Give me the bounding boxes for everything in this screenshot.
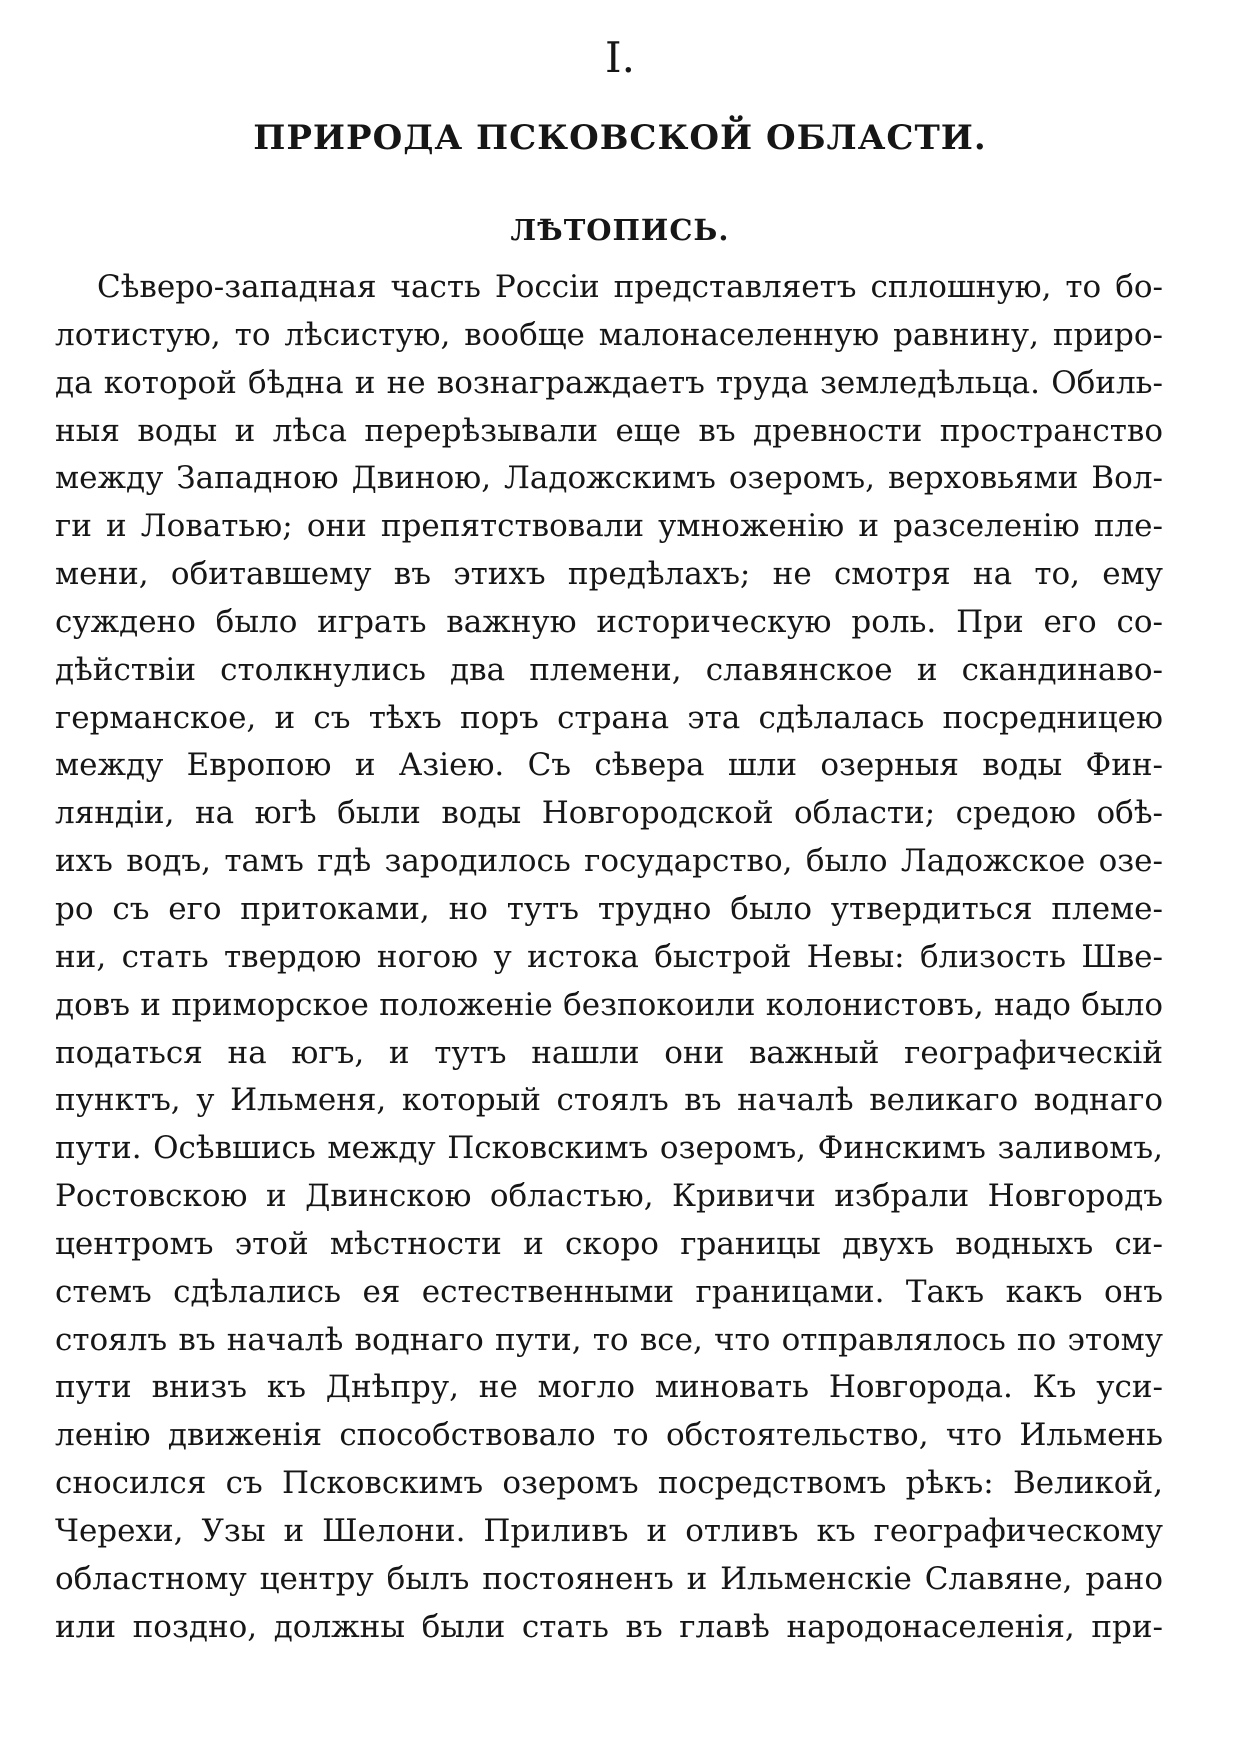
text-line: ныя воды и лѣса перерѣзывали еще въ древности пространство — [55, 412, 1163, 449]
section-title: ЛѢТОПИСЬ. — [510, 213, 730, 247]
text-line: Ростовскою и Двинскою областью, Кривичи избрали Новгородъ — [55, 1178, 1163, 1215]
text-line: ро съ его притоками, но тутъ трудно было утвердиться племе- — [55, 890, 1163, 927]
text-line: центромъ этой мѣстности и скоро границы двухъ водныхъ си- — [55, 1225, 1163, 1262]
text-line: ихъ водъ, тамъ гдѣ зародилось государство, было Ладожское озе- — [55, 843, 1163, 880]
body-text — [55, 264, 1163, 1651]
text-line: пунктъ, у Ильменя, который стоялъ въ началѣ великаго воднаго — [55, 1082, 1163, 1119]
chapter-number: I. — [605, 33, 635, 82]
text-line: суждено было играть важную историческую роль. При его со- — [55, 603, 1163, 640]
text-line: довъ и приморское положеніе безпокоили колонистовъ, надо было — [55, 986, 1163, 1023]
text-line: ляндіи, на югѣ были воды Новгородской области; средою обѣ- — [55, 795, 1163, 832]
text-line: ленію движенія способствовало то обстоятельство, что Ильмень — [55, 1417, 1163, 1454]
text-line: областному центру былъ постояненъ и Ильменскіе Славяне, рано — [55, 1560, 1163, 1597]
text-line: стемъ сдѣлались ея естественными границами. Такъ какъ онъ — [55, 1273, 1163, 1310]
text-line: между Европою и Азіею. Съ сѣвера шли озерныя воды Фин- — [55, 747, 1163, 784]
text-line: дѣйствіи столкнулись два племени, славянское и скандинаво- — [55, 651, 1163, 688]
text-line: или поздно, должны были стать въ главѣ народонаселенія, при- — [55, 1608, 1163, 1645]
text-line: германское, и съ тѣхъ поръ страна эта сдѣлалась посредницею — [55, 699, 1163, 736]
text-line: ни, стать твердою ногою у истока быстрой Невы: близость Шве- — [55, 938, 1163, 975]
text-line: между Западною Двиною, Ладожскимъ озеромъ, верховьями Вол- — [55, 460, 1163, 497]
text-line: сносился съ Псковскимъ озеромъ посредствомъ рѣкъ: Великой, — [55, 1465, 1163, 1502]
text-line: Черехи, Узы и Шелони. Приливъ и отливъ къ географическому — [55, 1512, 1163, 1549]
text-line: ги и Ловатью; они препятствовали умноженію и разселенію пле- — [55, 508, 1163, 545]
text-line: мени, обитавшему въ этихъ предѣлахъ; не смотря на то, ему — [55, 556, 1163, 593]
text-line: Сѣверо-западная часть Россіи представляетъ сплошную, то бо- — [97, 269, 1163, 305]
chapter-title: ПРИРОДА ПСКОВСКОЙ ОБЛАСТИ. — [253, 118, 987, 158]
text-line: пути внизъ къ Днѣпру, не могло миновать Новгорода. Къ уси- — [55, 1369, 1163, 1406]
text-line: стоялъ въ началѣ воднаго пути, то все, что отправлялось по этому — [55, 1321, 1163, 1358]
text-line: лотистую, то лѣсистую, вообще малонаселенную равнину, приро- — [55, 316, 1163, 353]
text-line: пути. Осѣвшись между Псковскимъ озеромъ, Финскимъ заливомъ, — [55, 1130, 1163, 1167]
text-line: да которой бѣдна и не вознаграждаетъ труда земледѣльца. Обиль- — [55, 364, 1163, 401]
text-line: податься на югъ, и тутъ нашли они важный географическій — [55, 1034, 1163, 1071]
